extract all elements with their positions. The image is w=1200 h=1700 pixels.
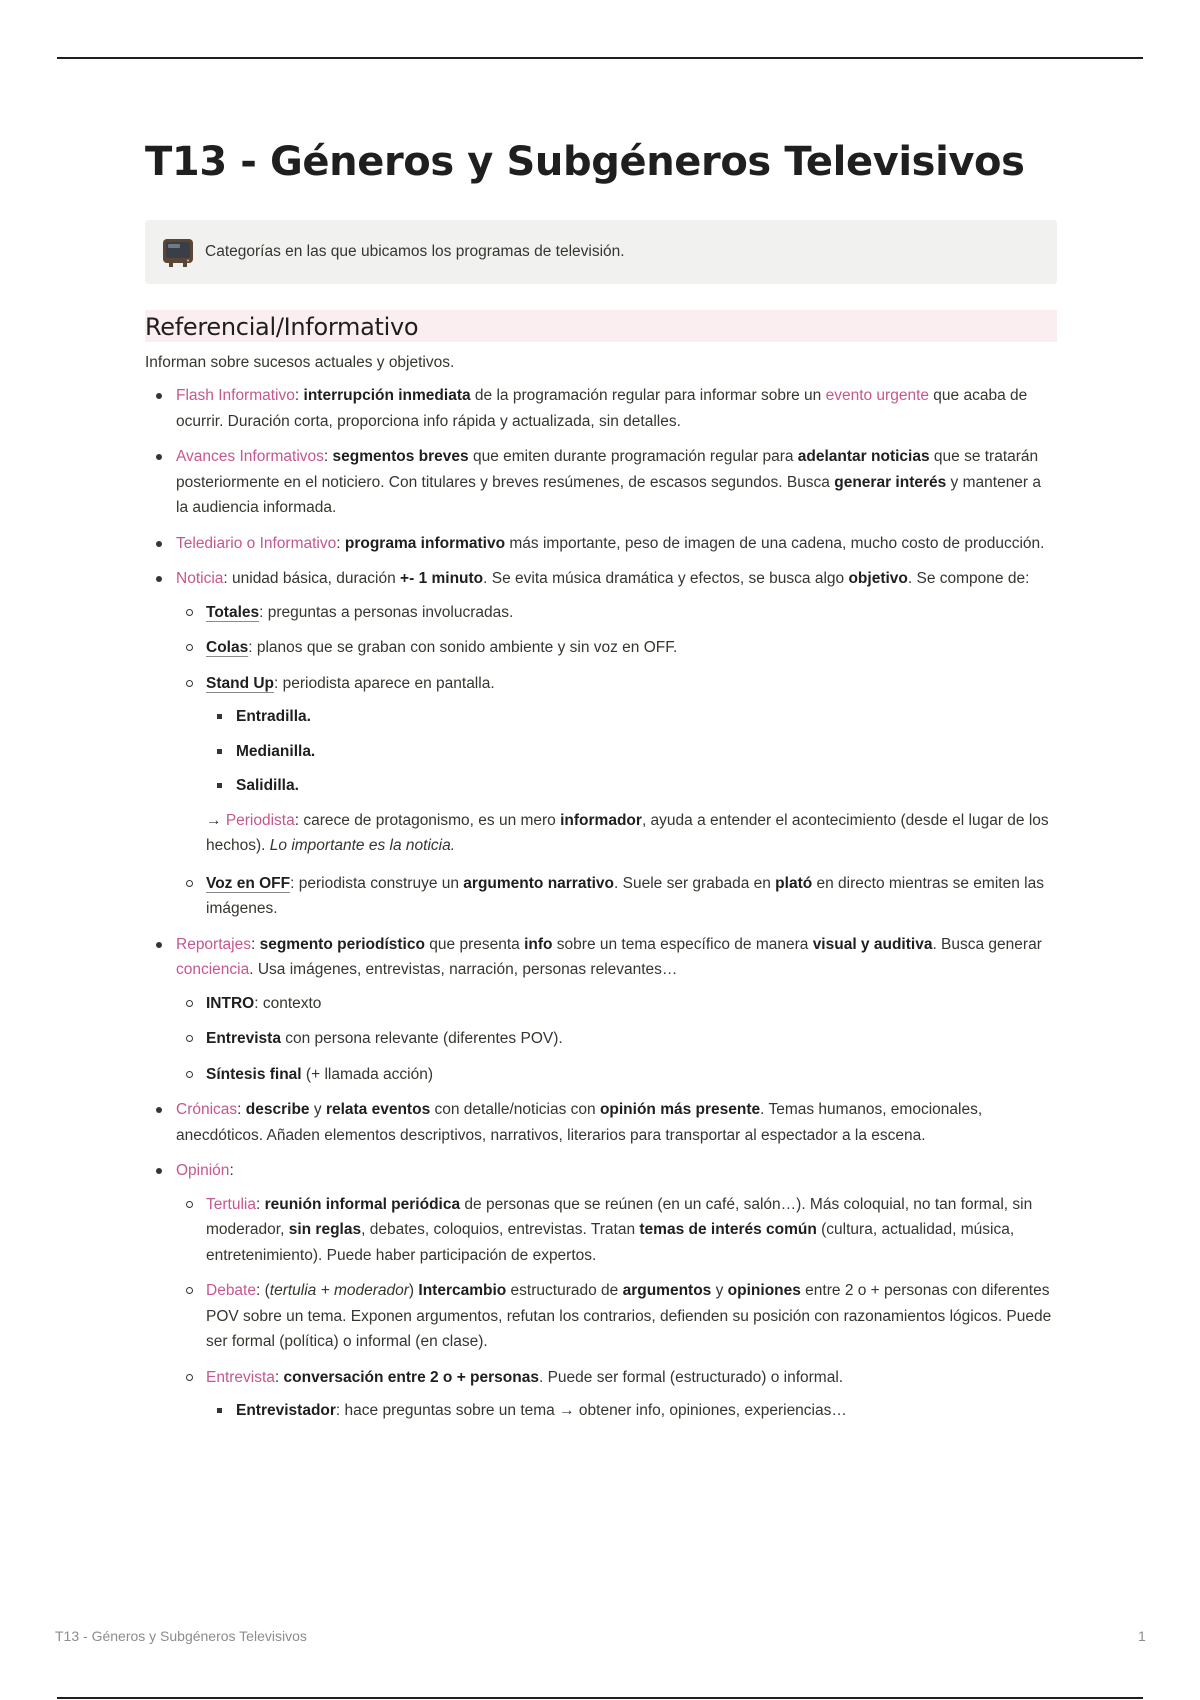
list-item: Avances Informativos: segmentos breves que emiten durante programación regular para adelantar noticias que se tratarán posteriormente en el noticiero. Con titulares y breves resúmenes, de escasos segundos. Busca generar interés y mantener a la audiencia informada. [145, 444, 1057, 521]
list-item: Medianilla. [206, 739, 1057, 765]
list-item: Opinión: Tertulia: reunión informal periódica de personas que se reúnen (en un café, salón…). Más coloquial, no tan formal, sin moderador, sin reglas, debates, coloquios, entrevistas. Tratan temas de interés común (cultura, actualidad, música, entretenimiento). Puede haber participación de expertos. Debate: (tertulia + moderador) Intercambio estructurado de argumentos y opiniones entre 2 o + personas con diferentes POV sobre un tema. Exponen argumentos, refutan los contrarios, defienden su posición con razonamientos lógicos. Puede ser formal (política) o informal (en clase). Entrevista: conversación entre 2 o + personas. Puede ser formal (estructurado) o informal. Entrevistador: hace preguntas sobre un tema → obtener info, opiniones, experiencias… [145, 1158, 1057, 1424]
top-rule [57, 57, 1143, 59]
list-item: Entrevistador: hace preguntas sobre un tema → obtener info, opiniones, experiencias… [206, 1398, 1057, 1424]
standup-parts [206, 704, 1057, 799]
list-item: Entrevista: conversación entre 2 o + personas. Puede ser formal (estructurado) o informal. Entrevistador: hace preguntas sobre un tema → obtener info, opiniones, experiencias… [176, 1365, 1057, 1424]
term-noticia: Noticia [176, 570, 224, 587]
page-title: T13 - Géneros y Subgéneros Televisivos [145, 139, 1025, 185]
term-cronicas: Crónicas [176, 1101, 238, 1118]
genre-list [145, 383, 1057, 1424]
list-item: Noticia: unidad básica, duración +- 1 minuto. Se evita música dramática y efectos, se busca algo objetivo. Se compone de: Totales: preguntas a personas involucradas. Colas: planos que se graban con sonido ambiente y sin voz en OFF. Stand Up: periodista aparece en pantalla. Entradilla. Medianilla. Salidilla. → Periodista: carece de protagonismo, es un mero informador, ayuda a entender el acontecimiento (desde el lugar de los hechos). Lo importante es la noticia. Voz en OFF: periodista construye un argumento narrativo. Suele ser grabada en plató en directo mientras se emiten las imágenes. [145, 566, 1057, 922]
term-opinion: Opinión [176, 1162, 230, 1179]
bottom-rule [57, 1697, 1143, 1699]
term-flash: Flash Informativo [176, 387, 295, 404]
section-heading: Referencial/Informativo [145, 310, 1057, 342]
list-item: Totales: preguntas a personas involucradas. [176, 600, 1057, 626]
list-item: INTRO: contexto [176, 991, 1057, 1017]
term-reportajes: Reportajes [176, 935, 251, 953]
list-item: Tertulia: reunión informal periódica de personas que se reúnen (en un café, salón…). Más coloquial, no tan formal, sin moderador, sin reglas, debates, coloquios, entrevistas. Tratan temas de interés común (cultura, actualidad, música, entretenimiento). Puede haber participación de expertos. [176, 1192, 1057, 1269]
list-item: Síntesis final (+ llamada acción) [176, 1062, 1057, 1088]
list-item: Telediario o Informativo: programa informativo más importante, peso de imagen de una cadena, mucho costo de producción. [145, 531, 1057, 557]
term-avances: Avances Informativos [176, 448, 324, 465]
entrevista-parts [206, 1398, 1057, 1424]
section-intro: Informan sobre sucesos actuales y objetivos. [145, 354, 455, 371]
list-item: Entrevista con persona relevante (diferentes POV). [176, 1026, 1057, 1052]
callout-text: Categorías en las que ubicamos los programas de televisión. [205, 243, 625, 260]
list-item: Flash Informativo: interrupción inmediata de la programación regular para informar sobre un evento urgente que acaba de ocurrir. Duración corta, proporciona info rápida y actualizada, sin detalles. [145, 383, 1057, 434]
noticia-parts [176, 600, 1057, 922]
page-content [145, 140, 1057, 1434]
list-item: Stand Up: periodista aparece en pantalla. Entradilla. Medianilla. Salidilla. → Periodista: carece de protagonismo, es un mero informador, ayuda a entender el acontecimiento (desde el lugar de los hechos). Lo importante es la noticia. [176, 671, 1057, 859]
term-telediario: Telediario o Informativo [176, 534, 337, 552]
callout [145, 220, 1057, 284]
list-item: Voz en OFF: periodista construye un argumento narrativo. Suele ser grabada en plató en directo mientras se emiten las imágenes. [176, 871, 1057, 922]
opinion-parts [176, 1192, 1057, 1424]
television-icon [161, 235, 195, 269]
list-item: Crónicas: describe y relata eventos con detalle/noticias con opinión más presente. Temas humanos, emocionales, anecdóticos. Añaden elementos descriptivos, narrativos, literarios para transportar al espectador a la escena. [145, 1097, 1057, 1148]
reportaje-parts [176, 991, 1057, 1088]
periodista-note: → Periodista: carece de protagonismo, es un mero informador, ayuda a entender el acontecimiento (desde el lugar de los hechos). Lo importante es la noticia. [206, 811, 1049, 854]
list-item: Debate: (tertulia + moderador) Intercambio estructurado de argumentos y opiniones entre 2 o + personas con diferentes POV sobre un tema. Exponen argumentos, refutan los contrarios, defienden su posición con razonamientos lógicos. Puede ser formal (política) o informal (en clase). [176, 1278, 1057, 1355]
list-item: Reportajes: segmento periodístico que presenta info sobre un tema específico de manera visual y auditiva. Busca generar conciencia. Usa imágenes, entrevistas, narración, personas relevantes… INTRO: contexto Entrevista con persona relevante (diferentes POV). Síntesis final (+ llamada acción) [145, 932, 1057, 1088]
page-number: 1 [1138, 1628, 1146, 1644]
list-item: Colas: planos que se graban con sonido ambiente y sin voz en OFF. [176, 635, 1057, 661]
list-item: Entradilla. [206, 704, 1057, 730]
list-item: Salidilla. [206, 773, 1057, 799]
footer-title: T13 - Géneros y Subgéneros Televisivos [55, 1628, 307, 1644]
